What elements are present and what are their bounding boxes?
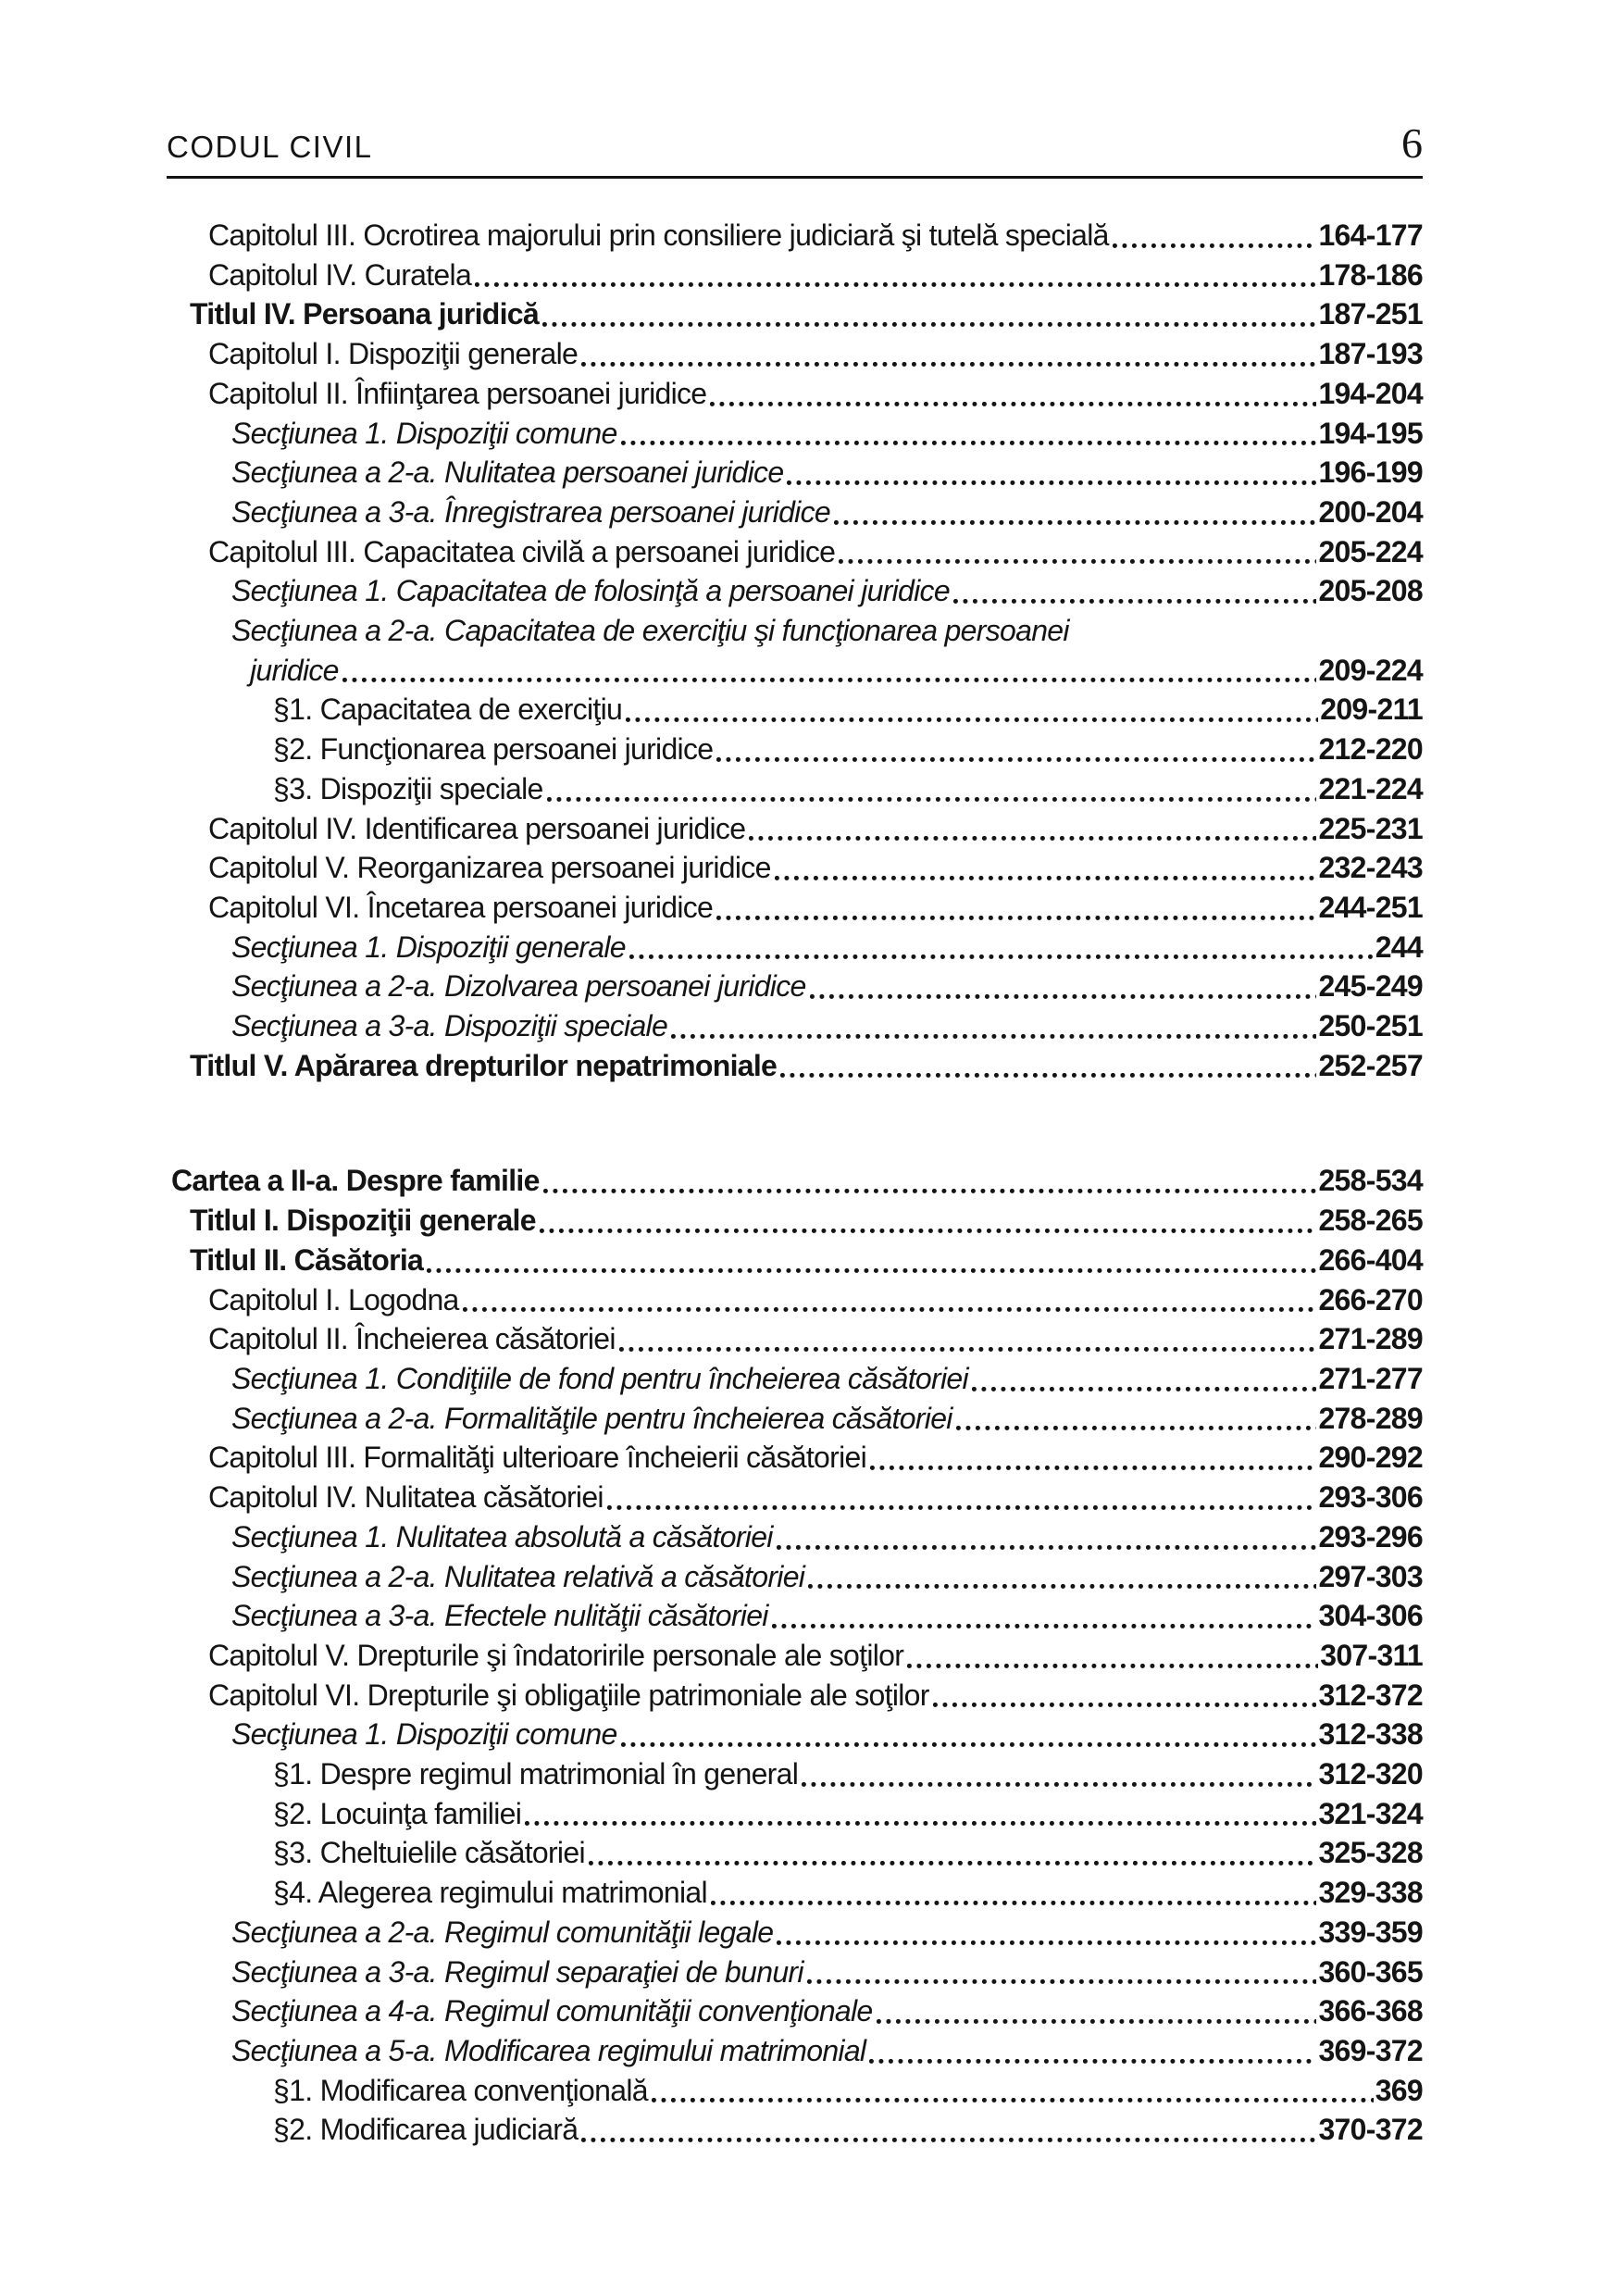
toc-dot-leader [585, 1833, 1319, 1873]
toc-entry-title: Secţiunea a 2-a. Formalităţile pentru încheierea căsătoriei [231, 1401, 952, 1435]
toc-entry [231, 1991, 1423, 2031]
toc-entry [190, 1046, 1423, 1086]
toc-entry-pages: 271-289 [1318, 1322, 1423, 1356]
toc-entry-pages: 293-296 [1318, 1519, 1423, 1554]
toc-entry-title: Capitolul IV. Curatela [208, 257, 472, 292]
toc-entry [231, 453, 1423, 493]
toc-entry-pages: 312-338 [1318, 1717, 1423, 1752]
toc-entry-pages: 290-292 [1318, 1441, 1423, 1475]
toc-entry-pages: 212-220 [1318, 732, 1423, 767]
toc-entry-pages: 312-320 [1318, 1757, 1423, 1791]
toc-entry-pages: 370-372 [1318, 2113, 1423, 2147]
toc-entry-pages: 258-534 [1318, 1164, 1423, 1198]
toc-entry [273, 1794, 1423, 1834]
toc-entry-title: Capitolul V. Reorganizarea persoanei juridice [208, 851, 771, 885]
toc-entry [190, 1241, 1423, 1280]
toc-entry-title: Capitolul VI. Încetarea persoanei juridice [208, 890, 714, 924]
toc-entry [273, 690, 1423, 730]
toc-dot-leader [617, 414, 1319, 454]
toc-dot-leader [539, 294, 1318, 334]
toc-entry-title: Capitolul II. Încheierea căsătoriei [208, 1322, 616, 1356]
toc-entry-title: Capitolul II. Înfiinţarea persoanei juridice [208, 376, 707, 410]
toc-entry-title: Capitolul III. Ocrotirea majorului prin consiliere judiciară şi tutelă specială [208, 218, 1109, 252]
toc-entry-pages: 250-251 [1318, 1009, 1423, 1043]
toc-entry-pages: 196-199 [1318, 455, 1423, 490]
toc-entry-title: Secţiunea 1. Capacitatea de folosinţă a persoanei juridice [231, 574, 950, 608]
toc-entry-pages: 339-359 [1318, 1915, 1423, 1949]
toc-dot-leader [835, 532, 1318, 572]
toc-entry-pages: 304-306 [1318, 1599, 1423, 1633]
toc-entry-pages: 366-368 [1318, 1994, 1423, 2028]
toc-entry-pages: 258-265 [1318, 1204, 1423, 1238]
toc-entry-pages: 244-251 [1318, 890, 1423, 924]
toc-entry [273, 1873, 1423, 1913]
toc-entry-title: Secţiunea a 4-a. Regimul comunităţii convenţionale [231, 1994, 873, 2028]
page-header [167, 119, 1423, 179]
toc-entry-title: Capitolul IV. Identificarea persoanei juridice [208, 811, 746, 845]
toc-entry-pages: 325-328 [1318, 1836, 1423, 1870]
toc-entry [208, 888, 1423, 928]
toc-entry-pages: 252-257 [1318, 1048, 1423, 1082]
toc-entry-pages: 307-311 [1320, 1638, 1423, 1672]
toc-dot-leader [830, 493, 1318, 532]
page-number: 6 [1401, 119, 1423, 167]
toc-entry-title: §1. Despre regimul matrimonial în general [273, 1757, 799, 1791]
toc-entry-title: Secţiunea a 2-a. Nulitatea persoanei juridice [231, 455, 784, 490]
toc-entry-title: Secţiunea a 2-a. Nulitatea relativă a căsătoriei [231, 1559, 805, 1593]
toc-entry-pages: 244 [1375, 930, 1423, 964]
toc-entry-title: Secţiunea 1. Dispoziţii generale [231, 930, 626, 964]
toc-dot-leader [521, 1794, 1318, 1834]
toc-entry-title: Secţiunea 1. Dispoziţii comune [231, 1717, 617, 1752]
toc-entry-title: Secţiunea 1. Dispoziţii comune [231, 416, 617, 450]
toc-dot-leader [423, 1241, 1318, 1280]
toc-entry-pages: 321-324 [1318, 1796, 1423, 1830]
toc-dot-leader [604, 1478, 1319, 1517]
toc-entry-pages: 312-372 [1318, 1678, 1423, 1712]
toc-dot-leader [471, 256, 1318, 295]
toc-entry [231, 571, 1423, 611]
toc-entry [208, 374, 1423, 414]
toc-dot-leader [768, 1596, 1319, 1636]
toc-entry-pages: 205-208 [1318, 574, 1423, 608]
toc-entry-pages: 194-195 [1318, 416, 1423, 450]
toc-entry [231, 414, 1423, 454]
toc-entry-pages: 164-177 [1318, 218, 1423, 252]
toc-entry [208, 848, 1423, 888]
toc-entry [208, 1636, 1423, 1676]
toc-entry [171, 1161, 1423, 1201]
toc-entry-title: Cartea a II-a. Despre familie [171, 1164, 540, 1198]
toc-dot-leader [929, 1676, 1319, 1716]
toc-entry-pages: 297-303 [1318, 1559, 1423, 1593]
toc-entry-pages: 209-224 [1318, 653, 1423, 687]
toc-entry [208, 1478, 1423, 1517]
toc-dot-leader [771, 848, 1319, 888]
toc-entry-pages: 232-243 [1318, 851, 1423, 885]
toc-entry-title: §3. Dispoziţii speciale [273, 771, 543, 805]
toc-entry-title: §2. Funcţionarea persoanei juridice [273, 732, 714, 767]
toc-dot-leader [578, 2110, 1318, 2150]
toc-entry [231, 1596, 1423, 1636]
toc-entry [231, 1517, 1423, 1557]
toc-entry-pages: 278-289 [1318, 1401, 1423, 1435]
toc-dot-leader [903, 1636, 1320, 1676]
toc-dot-leader [773, 1517, 1319, 1557]
toc-entry [208, 334, 1423, 374]
toc-entry-pages: 200-204 [1318, 494, 1423, 529]
toc-entry-title: Titlul II. Căsătoria [190, 1242, 424, 1277]
toc-entry-title: Secţiunea 1. Nulitatea absolută a căsătoriei [231, 1519, 773, 1554]
toc-dot-leader [806, 967, 1319, 1006]
toc-dot-leader [798, 1754, 1318, 1794]
toc-list [167, 216, 1423, 2150]
toc-entry-title: Capitolul I. Logodna [208, 1282, 459, 1316]
toc-entry-title: Secţiunea a 3-a. Dispoziţii speciale [231, 1009, 668, 1043]
toc-entry [231, 967, 1423, 1006]
toc-dot-leader [706, 374, 1318, 414]
toc-entry-title: Titlul I. Dispoziţii generale [190, 1204, 536, 1238]
toc-entry [273, 2110, 1423, 2150]
toc-entry-title: Secţiunea a 5-a. Modificarea regimului matrimonial [231, 2033, 866, 2067]
toc-dot-leader [617, 1715, 1319, 1754]
toc-dot-leader [866, 1438, 1318, 1478]
toc-entry-pages: 187-251 [1318, 297, 1423, 331]
toc-dot-leader [865, 2031, 1318, 2071]
toc-dot-leader [952, 1399, 1319, 1439]
toc-entry-title: Capitolul III. Capacitatea civilă a persoanei juridice [208, 534, 836, 568]
toc-entry-title: §1. Capacitatea de exerciţiu [273, 693, 623, 727]
toc-entry [231, 493, 1423, 532]
toc-entry-pages: 293-306 [1318, 1480, 1423, 1515]
toc-entry [273, 730, 1423, 769]
toc-dot-leader [339, 651, 1319, 691]
toc-dot-leader [713, 888, 1318, 928]
toc-entry [273, 2071, 1423, 2111]
toc-entry [231, 1557, 1423, 1597]
toc-entry-title: Capitolul I. Dispoziţii generale [208, 337, 579, 371]
toc-entry-title: §2. Modificarea judiciară [273, 2113, 579, 2147]
toc-entry-title: Secţiunea a 3-a. Înregistrarea persoanei juridice [231, 494, 830, 529]
toc-entry [231, 1953, 1423, 1992]
toc-entry-pages: 245-249 [1318, 969, 1423, 1004]
toc-dot-leader [777, 1046, 1318, 1086]
toc-entry [231, 1399, 1423, 1439]
toc-entry-pages: 329-338 [1318, 1876, 1423, 1910]
toc-entry-title: §3. Cheltuielile căsătoriei [273, 1836, 585, 1870]
toc-entry-pages: 209-211 [1320, 693, 1423, 727]
toc-dot-leader [622, 690, 1320, 730]
toc-entry [273, 1833, 1423, 1873]
toc-entry [208, 1676, 1423, 1716]
toc-dot-leader [648, 2071, 1375, 2111]
toc-entry-title: Capitolul IV. Nulitatea căsătoriei [208, 1480, 604, 1515]
toc-entry [273, 769, 1423, 809]
toc-dot-leader [783, 453, 1318, 493]
toc-entry-pages: 266-404 [1318, 1242, 1423, 1277]
toc-entry-title: §2. Locuinţa familiei [273, 1796, 522, 1830]
toc-entry [190, 294, 1423, 334]
toc-entry [231, 928, 1423, 967]
toc-entry-pages: 360-365 [1318, 1954, 1423, 1989]
toc-entry-pages: 194-204 [1318, 376, 1423, 410]
toc-entry-pages: 225-231 [1318, 811, 1423, 845]
toc-entry [208, 1438, 1423, 1478]
toc-dot-leader [626, 928, 1375, 967]
toc-dot-leader [950, 571, 1319, 611]
toc-entry [208, 216, 1423, 256]
toc-dot-leader [616, 1319, 1319, 1359]
toc-entry [208, 256, 1423, 295]
toc-dot-leader [459, 1280, 1319, 1320]
toc-dot-leader [543, 769, 1319, 809]
toc-entry-title: Secţiunea a 2-a. Dizolvarea persoanei juridice [231, 969, 806, 1004]
toc-dot-leader [803, 1953, 1319, 1992]
toc-entry-pages: 178-186 [1318, 257, 1423, 292]
toc-entry [231, 1359, 1423, 1399]
toc-dot-leader [713, 730, 1318, 769]
toc-entry-title: Secţiunea a 2-a. Regimul comunităţii legale [231, 1915, 774, 1949]
toc-entry-title: §4. Alegerea regimului matrimonial [273, 1876, 707, 1910]
toc-entry-title: Secţiunea a 3-a. Efectele nulităţii căsătoriei [231, 1599, 768, 1633]
toc-entry-title: Capitolul III. Formalităţi ulterioare încheierii căsătoriei [208, 1441, 867, 1475]
toc-entry-pages: 271-277 [1318, 1361, 1423, 1395]
toc-entry-pages: 266-270 [1318, 1282, 1423, 1316]
toc-entry [208, 809, 1423, 849]
toc-entry [231, 1715, 1423, 1754]
toc-entry-title: Secţiunea 1. Condiţiile de fond pentru încheierea căsătoriei [231, 1361, 968, 1395]
toc-dot-leader [540, 1161, 1319, 1201]
toc-entry [208, 1319, 1423, 1359]
toc-entry [208, 1280, 1423, 1320]
toc-dot-leader [578, 334, 1318, 374]
toc-entry-title: §1. Modificarea convenţională [273, 2073, 648, 2107]
toc-entry [273, 1754, 1423, 1794]
toc-dot-leader [773, 1913, 1318, 1953]
toc-dot-leader [745, 809, 1318, 849]
running-header-title: CODUL CIVIL [167, 130, 373, 164]
toc-entry [208, 532, 1423, 572]
toc-dot-leader [873, 1991, 1319, 2031]
toc-entry [250, 651, 1423, 691]
toc-entry-pages: 369-372 [1318, 2033, 1423, 2067]
toc-dot-leader [707, 1873, 1319, 1913]
toc-entry [231, 2031, 1423, 2071]
toc-entry-title: Secţiunea a 2-a. Capacitatea de exerciţiu şi funcţionarea persoanei [231, 614, 1069, 648]
toc-entry-pages: 187-193 [1318, 337, 1423, 371]
toc-entry [231, 1006, 1423, 1046]
toc-entry [231, 611, 1423, 651]
toc-entry-pages: 205-224 [1318, 534, 1423, 568]
toc-dot-leader [968, 1359, 1319, 1399]
toc-dot-leader [667, 1006, 1318, 1046]
toc-entry-pages: 369 [1375, 2073, 1423, 2107]
toc-entry-title: Capitolul VI. Drepturile şi obligaţiile patrimoniale ale soţilor [208, 1678, 929, 1712]
toc-entry-title: Titlul V. Apărarea drepturilor nepatrimoniale [190, 1048, 778, 1082]
toc-entry-title: juridice [250, 653, 339, 687]
toc-dot-leader [536, 1201, 1319, 1241]
toc-entry [231, 1913, 1423, 1953]
toc-entry [190, 1201, 1423, 1241]
toc-entry-pages: 221-224 [1318, 771, 1423, 805]
toc-dot-leader [804, 1557, 1318, 1597]
toc-entry-title: Capitolul V. Drepturile şi îndatoririle personale ale soţilor [208, 1638, 904, 1672]
toc-entry-title: Titlul IV. Persoana juridică [190, 297, 539, 331]
toc-dot-leader [1109, 216, 1319, 256]
toc-entry-title: Secţiunea a 3-a. Regimul separaţiei de bunuri [231, 1954, 803, 1989]
